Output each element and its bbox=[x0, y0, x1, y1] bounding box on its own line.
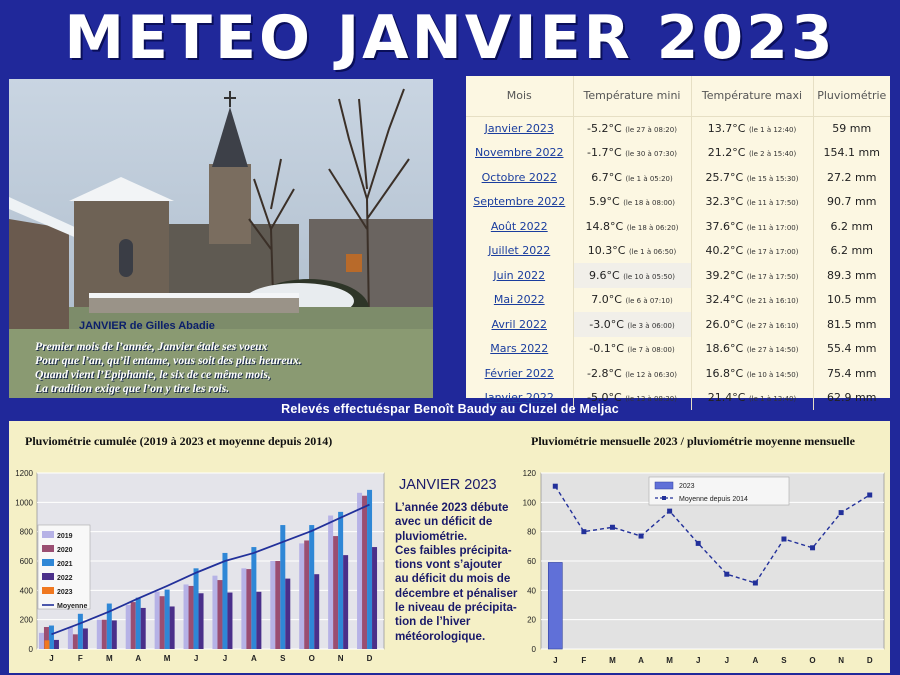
chart1-y-tick: 0 bbox=[28, 645, 33, 654]
chart1-bar-2019 bbox=[212, 576, 217, 649]
tmax-value: 37.6°C bbox=[705, 219, 744, 233]
tmin-value: 9.6°C bbox=[589, 268, 620, 282]
tmax-value: 21.2°C bbox=[707, 146, 746, 160]
tmin-value: 10.3°C bbox=[587, 244, 626, 258]
chart2-x-tick: M bbox=[609, 656, 616, 665]
month-link[interactable]: Août 2022 bbox=[490, 219, 548, 233]
column-header-rain: Pluviométrie bbox=[813, 76, 890, 116]
month-link[interactable]: Mai 2022 bbox=[493, 293, 545, 307]
tmax-note: (le 2 à 15:40) bbox=[748, 150, 797, 159]
page-title: METEO JANVIER 2023 bbox=[64, 3, 836, 73]
chart1-bar-2022 bbox=[343, 555, 348, 649]
month-link[interactable]: Mars 2022 bbox=[490, 342, 549, 356]
chart1-bar-2021 bbox=[78, 614, 83, 649]
chart1-x-tick: F bbox=[77, 654, 83, 663]
table-row bbox=[466, 288, 890, 313]
commentary-line: L’année 2023 débute bbox=[395, 501, 509, 514]
tmin-value: 6.7°C bbox=[591, 170, 622, 184]
chart1-bar-2022 bbox=[314, 574, 319, 649]
chart1-bar-2020 bbox=[131, 602, 136, 649]
table-row bbox=[466, 312, 890, 337]
rain-cell: 62.9 mm bbox=[827, 391, 877, 405]
chart1-bar-2021 bbox=[309, 525, 314, 649]
chart2-x-tick: M bbox=[666, 656, 673, 665]
tmin-note: (le 1 à 05:20) bbox=[625, 174, 673, 183]
rain-cell: 81.5 mm bbox=[827, 317, 877, 331]
rain-cell: 154.1 mm bbox=[823, 146, 880, 160]
chart2-legend-label: Moyenne depuis 2014 bbox=[679, 496, 748, 503]
chart1-bar-2019 bbox=[155, 592, 160, 649]
chart1-x-tick: S bbox=[280, 654, 286, 663]
chart1-bar-2021 bbox=[367, 490, 372, 649]
chart2-y-tick: 60 bbox=[527, 557, 536, 566]
tmax-cell bbox=[691, 141, 813, 166]
chart2-y-tick: 120 bbox=[522, 469, 536, 478]
tmin-value: 14.8°C bbox=[585, 219, 624, 233]
table-row bbox=[466, 361, 890, 386]
chart1-bar-2021 bbox=[136, 598, 141, 649]
tmax-cell bbox=[691, 312, 813, 337]
tmin-note: (le 7 à 08:00) bbox=[627, 346, 675, 355]
commentary-line: avec un déficit de bbox=[395, 515, 493, 529]
tmin-note: (le 12 à 06:30) bbox=[625, 370, 677, 379]
chart1-legend-label: 2019 bbox=[57, 533, 73, 540]
tmax-note: (le 27 à 14:50) bbox=[746, 346, 799, 355]
credit-line: Relevés effectuéspar Benoît Baudy au Cluzel de Meljac bbox=[281, 402, 619, 416]
chart1-bar-2021 bbox=[194, 568, 199, 649]
photo-caption: JANVIER de Gilles Abadie bbox=[79, 320, 215, 332]
tmax-note: (le 11 à 17:00) bbox=[746, 223, 799, 232]
chart1-x-tick: N bbox=[337, 654, 344, 663]
chart1-bar-2019 bbox=[68, 627, 73, 649]
chart1-bar-2019 bbox=[97, 620, 102, 649]
tmax-value: 16.8°C bbox=[705, 366, 744, 380]
chart2-moyenne-point bbox=[867, 493, 872, 498]
poem-line: Quand vient l’Epiphanie, le six de ce même mois, bbox=[35, 368, 271, 381]
chart1-bar-2019 bbox=[270, 561, 275, 649]
chart2-x-tick: N bbox=[838, 656, 845, 665]
tmin-cell bbox=[573, 361, 691, 386]
chart2-moyenne-point bbox=[553, 484, 558, 489]
chart1-y-tick: 1200 bbox=[15, 469, 33, 478]
tmin-value: 7.0°C bbox=[591, 293, 622, 307]
tmin-cell bbox=[573, 116, 691, 141]
rain-cell: 90.7 mm bbox=[827, 195, 877, 209]
monthly-records-table bbox=[466, 76, 890, 405]
chart1-x-tick: M bbox=[163, 654, 171, 663]
tmin-cell bbox=[573, 337, 691, 362]
chart1-bar-2019 bbox=[299, 543, 304, 649]
table-row bbox=[466, 263, 890, 288]
chart1-legend-swatch bbox=[42, 559, 54, 566]
tmin-value: -1.7°C bbox=[587, 146, 622, 160]
tmin-cell bbox=[573, 312, 691, 337]
month-link[interactable]: Janvier 2023 bbox=[484, 122, 554, 135]
tmin-cell bbox=[573, 263, 691, 288]
church-photo bbox=[9, 79, 433, 398]
tmin-note: (le 6 à 07:10) bbox=[625, 297, 673, 306]
tmin-note: (le 3 à 06:00) bbox=[627, 321, 675, 330]
chart1-bar-2022 bbox=[54, 640, 59, 649]
rain-cell: 59 mm bbox=[832, 122, 872, 135]
tmin-cell bbox=[573, 239, 691, 264]
chart1-y-tick: 600 bbox=[19, 557, 33, 566]
commentary-line: tion de l’hiver bbox=[395, 615, 471, 629]
tmax-value: 26.0°C bbox=[705, 317, 744, 331]
tmin-note: (le 10 à 05:50) bbox=[623, 272, 675, 281]
chart1-x-tick: D bbox=[366, 654, 373, 663]
tmin-cell bbox=[573, 214, 691, 239]
tmax-value: 32.4°C bbox=[705, 293, 744, 307]
chart1-bar-2022 bbox=[256, 592, 261, 649]
tmin-cell bbox=[573, 165, 691, 190]
chart2-moyenne-point bbox=[667, 509, 672, 514]
charts-panel bbox=[9, 421, 890, 673]
tmax-value: 21.4°C bbox=[707, 391, 746, 405]
month-link[interactable]: Février 2022 bbox=[484, 366, 554, 380]
chart1-bar-2022 bbox=[141, 608, 146, 649]
chart1-legend-swatch bbox=[42, 545, 54, 552]
tmin-cell bbox=[573, 190, 691, 215]
chart2-legend-label: 2023 bbox=[679, 483, 695, 490]
tmax-note: (le 15 à 15:30) bbox=[746, 174, 799, 183]
rain-cell: 6.2 mm bbox=[830, 244, 873, 258]
tmax-note: (le 21 à 16:10) bbox=[746, 297, 799, 306]
chart1-legend-label: 2023 bbox=[57, 589, 73, 596]
commentary-line: tions vont s’ajouter bbox=[395, 558, 502, 572]
tmin-note: (le 18 à 06:20) bbox=[626, 223, 679, 232]
commentary-line: le niveau de précipita- bbox=[395, 601, 517, 615]
tmax-cell bbox=[691, 337, 813, 362]
chart2-x-tick: S bbox=[781, 656, 787, 665]
tmin-value: 5.9°C bbox=[589, 195, 620, 209]
chart2-moyenne-point bbox=[639, 534, 644, 539]
chart1-legend-swatch bbox=[42, 587, 54, 594]
tmin-note: (le 1 à 06:50) bbox=[628, 248, 677, 257]
month-link[interactable]: Juin 2022 bbox=[493, 268, 546, 282]
chart1-bar-2020 bbox=[275, 561, 280, 649]
chart2-moyenne-point bbox=[696, 541, 701, 546]
chart1-bar-2019 bbox=[184, 584, 189, 649]
chart1-bar-2020 bbox=[304, 540, 309, 649]
tmax-value: 18.6°C bbox=[705, 342, 744, 356]
chart2-moyenne-point bbox=[753, 581, 758, 586]
poem-line: La tradition exige que l’on y tire les rois. bbox=[35, 382, 230, 395]
chart2-moyenne-point bbox=[839, 510, 844, 515]
chart1-x-tick: A bbox=[135, 654, 142, 663]
column-header-tmax: Température maxi bbox=[691, 76, 813, 116]
chart2-x-tick: J bbox=[553, 656, 558, 665]
chart1-bar-2021 bbox=[280, 525, 285, 649]
chart1-bar-2021 bbox=[49, 626, 54, 649]
tmin-note: (le 30 à 07:30) bbox=[625, 150, 677, 159]
chart1-legend-swatch bbox=[42, 531, 54, 538]
month-link[interactable]: Janvier 2022 bbox=[484, 391, 554, 405]
chart2-moyenne-point bbox=[781, 537, 786, 542]
chart2-x-tick: D bbox=[866, 656, 873, 665]
chart1-legend-label: 2022 bbox=[57, 575, 73, 582]
chart1-bar-2019 bbox=[126, 605, 131, 649]
rain-cell: 55.4 mm bbox=[827, 342, 877, 356]
chart1-bar-2020 bbox=[333, 536, 338, 649]
rain-cell: 89.3 mm bbox=[827, 268, 877, 282]
chart2-legend-swatch-point bbox=[662, 496, 666, 500]
chart2-moyenne-point bbox=[810, 545, 815, 550]
tmin-note: (le 27 à 08:20) bbox=[625, 126, 677, 134]
chart2-x-tick: A bbox=[752, 656, 759, 665]
chart2-x-tick: F bbox=[581, 656, 587, 665]
rain-cell: 6.2 mm bbox=[830, 219, 873, 233]
table-row bbox=[466, 214, 890, 239]
commentary-line: Ces faibles précipita- bbox=[395, 543, 512, 557]
chart1-title: Pluviométrie cumulée (2019 à 2023 et moyenne depuis 2014) bbox=[25, 434, 333, 448]
tmin-cell bbox=[573, 288, 691, 313]
chart1-legend-swatch bbox=[42, 573, 54, 580]
commentary-text bbox=[395, 501, 545, 644]
tmax-cell bbox=[691, 116, 813, 141]
chart1-y-tick: 800 bbox=[19, 527, 33, 537]
chart1-bar-2020 bbox=[73, 634, 78, 649]
commentary-line: météorologique. bbox=[395, 629, 486, 643]
table-row bbox=[466, 141, 890, 166]
tmax-value: 13.7°C bbox=[707, 122, 746, 135]
tmin-note: (le 13 à 08:30) bbox=[625, 395, 677, 404]
commentary-line: au déficit du mois de bbox=[395, 572, 511, 586]
chart2-y-tick: 40 bbox=[527, 586, 536, 596]
table-row bbox=[466, 165, 890, 190]
chart1-y-tick: 400 bbox=[19, 586, 33, 596]
chart1-bar-2020 bbox=[102, 620, 107, 649]
tmax-note: (le 17 à 17:00) bbox=[746, 248, 799, 257]
chart2-bar-2023 bbox=[548, 562, 562, 649]
chart1-bar-2022 bbox=[199, 593, 204, 649]
tmax-cell bbox=[691, 288, 813, 313]
tmax-value: 32.3°C bbox=[705, 195, 744, 209]
chart2-moyenne-point bbox=[724, 572, 729, 577]
chart1-x-tick: J bbox=[49, 654, 54, 663]
table-row bbox=[466, 337, 890, 362]
month-link[interactable]: Octobre 2022 bbox=[481, 170, 557, 184]
chart1-x-tick: J bbox=[222, 654, 228, 663]
chart1-bar-2021 bbox=[338, 512, 343, 649]
chart1-bar-2022 bbox=[83, 628, 88, 649]
chart2-title: Pluviométrie mensuelle 2023 / pluviométrie moyenne mensuelle bbox=[531, 434, 855, 448]
chart1-x-tick: O bbox=[308, 654, 315, 663]
table-header-row bbox=[466, 76, 890, 116]
chart1-bar-2021 bbox=[251, 547, 256, 649]
chart1-bar-2019 bbox=[39, 633, 44, 649]
tmax-cell bbox=[691, 165, 813, 190]
chart1-bar-2019 bbox=[328, 516, 333, 649]
tmin-note: (le 18 à 08:00) bbox=[623, 199, 675, 208]
chart1-legend-label: 2021 bbox=[57, 561, 73, 568]
tmax-cell bbox=[691, 190, 813, 215]
rain-cell: 75.4 mm bbox=[827, 366, 877, 380]
column-header-tmin: Température mini bbox=[573, 76, 691, 116]
chart1-bar-2022 bbox=[112, 620, 117, 649]
tmax-note: (le 10 à 14:50) bbox=[746, 370, 799, 379]
tmin-value: -5.0°C bbox=[587, 391, 622, 405]
chart1-x-tick: A bbox=[250, 654, 257, 663]
tmax-cell bbox=[691, 361, 813, 386]
tmax-value: 25.7°C bbox=[705, 170, 744, 184]
chart1-legend-label: Moyenne bbox=[57, 603, 88, 610]
chart1-bar-2020 bbox=[217, 580, 222, 649]
tmin-value: -3.0°C bbox=[589, 317, 624, 331]
chart1-bar-2022 bbox=[170, 606, 175, 649]
chart1-y-tick: 1000 bbox=[15, 498, 33, 508]
tmax-note: (le 1 à 12:40) bbox=[748, 126, 797, 134]
month-link[interactable]: Novembre 2022 bbox=[475, 146, 564, 160]
chart2-y-tick: 0 bbox=[531, 645, 536, 654]
month-link[interactable]: Avril 2022 bbox=[491, 317, 547, 331]
tmax-value: 40.2°C bbox=[705, 244, 744, 258]
chart1-legend-label: 2020 bbox=[57, 547, 73, 554]
tmin-value: -0.1°C bbox=[589, 342, 624, 356]
chart2-y-tick: 80 bbox=[527, 527, 536, 537]
chart2-y-tick: 20 bbox=[527, 615, 536, 625]
tmax-cell bbox=[691, 214, 813, 239]
table-row bbox=[466, 190, 890, 215]
chart1-bar-2019 bbox=[357, 493, 362, 649]
tmin-value: -5.2°C bbox=[587, 122, 622, 135]
commentary-title: JANVIER 2023 bbox=[399, 477, 497, 493]
chart1-bar-2021 bbox=[165, 590, 170, 649]
tmax-note: (le 17 à 17:50) bbox=[746, 272, 799, 281]
chart2-moyenne-point bbox=[581, 529, 586, 534]
chart1-bar-2020 bbox=[362, 496, 367, 649]
rain-cell: 27.2 mm bbox=[827, 170, 877, 184]
chart2-legend bbox=[649, 477, 789, 505]
commentary-line: décembre et pénaliser bbox=[395, 586, 518, 600]
month-link[interactable]: Juillet 2022 bbox=[488, 244, 551, 258]
tmax-cell bbox=[691, 239, 813, 264]
poem-line: Premier mois de l’année, Janvier étale ses voeux bbox=[35, 340, 268, 353]
tmax-note: (le 11 à 17:50) bbox=[746, 199, 799, 208]
chart1-bar-2023 bbox=[44, 640, 49, 649]
chart1-bar-2021 bbox=[222, 553, 227, 649]
poem bbox=[35, 340, 302, 396]
chart1-bar-2022 bbox=[227, 593, 232, 649]
chart2-x-tick: O bbox=[809, 656, 816, 665]
chart1-x-tick: M bbox=[105, 654, 113, 663]
chart1-bar-2020 bbox=[189, 586, 194, 649]
tmin-cell bbox=[573, 141, 691, 166]
chart1-legend bbox=[38, 525, 90, 610]
table-row bbox=[466, 239, 890, 264]
tmin-value: -2.8°C bbox=[587, 366, 622, 380]
chart2-x-tick: J bbox=[695, 656, 701, 665]
column-header-month: Mois bbox=[466, 76, 573, 116]
chart2-legend-swatch bbox=[655, 482, 673, 489]
tmax-cell bbox=[691, 263, 813, 288]
chart1-y-tick: 200 bbox=[19, 615, 33, 625]
chart1-bar-2020 bbox=[160, 596, 165, 649]
tmax-value: 39.2°C bbox=[705, 268, 744, 282]
chart2-y-tick: 100 bbox=[522, 498, 536, 508]
chart1-bar-2022 bbox=[285, 579, 290, 649]
chart1-x-tick: J bbox=[193, 654, 199, 663]
tmax-note: (le 1 à 13:40) bbox=[748, 395, 797, 404]
commentary-line: pluviométrie. bbox=[395, 529, 468, 543]
poem-line: Pour que l’an, qu’il entame, vous soit des plus heureux. bbox=[35, 354, 302, 367]
tmax-note: (le 27 à 16:10) bbox=[746, 321, 799, 330]
chart2-x-tick: A bbox=[638, 656, 644, 665]
chart1-bar-2022 bbox=[372, 547, 377, 649]
chart1-bar-2020 bbox=[246, 569, 251, 649]
rain-cell: 10.5 mm bbox=[827, 293, 877, 307]
chart1-bar-2019 bbox=[241, 568, 246, 649]
chart2-x-tick: J bbox=[724, 656, 730, 665]
table-row bbox=[466, 116, 890, 141]
month-link[interactable]: Septembre 2022 bbox=[473, 195, 566, 209]
chart2-moyenne-point bbox=[610, 525, 615, 530]
